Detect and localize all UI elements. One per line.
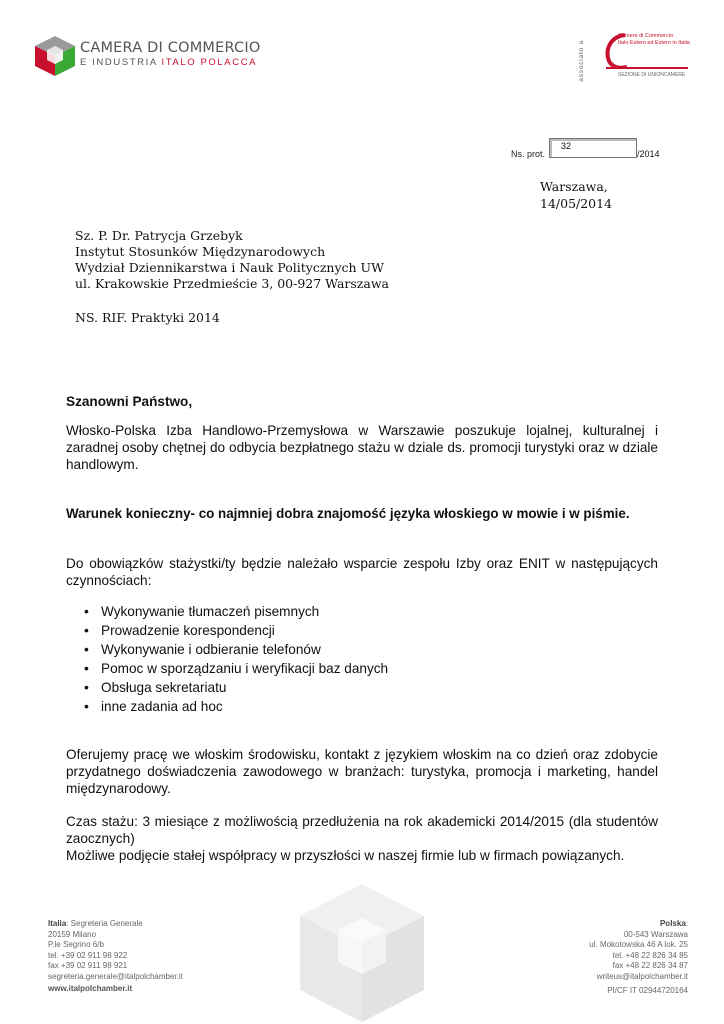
footer-poland-line: 00-543 Warszawa [623,929,688,939]
footer-poland-line: ul. Mokotowska 46 A lok. 25 [589,940,688,949]
list-item: • Prowadzenie korespondencji [84,621,388,640]
protocol-year: /2014 [637,149,660,159]
footer-italy-line: fax +39 02 911 98 921 [48,961,128,970]
protocol-label: Ns. prot. [511,149,546,159]
watermark-cube-icon [298,882,426,1024]
footer-italy-line: P.le Segrino 6/b [48,940,104,949]
associated-label: associato a [578,40,585,82]
network-name-line2: Italo Estero ed Estero in Italia [618,40,690,46]
list-item: • Obsługa sekretariatu [84,678,388,697]
footer-italy-block [48,919,183,982]
recipient-block [75,228,389,292]
footer-italy-office: : Segreteria Generale [66,919,143,928]
network-name-line1: Camere di Commercio [618,33,674,39]
footer-poland-heading [589,919,688,930]
list-item: • Wykonywanie i odbieranie telefonów [84,640,388,659]
logo-line2-part1: E INDUSTRIA [80,57,158,68]
footer-vat-number: PI/CF IT 02944720164 [607,986,688,995]
reference-line: NS. RIF. Praktyki 2014 [75,310,220,325]
network-name-line3: SEZIONE DI UNIONCAMERE [618,72,686,78]
list-item: • Pomoc w sporządzaniu i weryfikacji baz danych [84,659,388,678]
network-logo-bar [606,67,688,69]
requirement-paragraph: Warunek konieczny- co najmniej dobra znajomość języka włoskiego w mowie i w piśmie. [66,506,630,521]
intro-paragraph: Włosko-Polska Izba Handlowo-Przemysłowa w Warszawie poszukuje lojalnej, kulturalnej i zaradnej osoby chętnej do odbycia bezpłatnego stażu w dziale ds. promocji turystyki oraz w dziale handlowym. [66,423,658,472]
chamber-logo-cube [33,34,77,78]
footer-poland-line: fax +48 22 826 34 87 [612,961,688,970]
duration-paragraph: Czas stażu: 3 miesiące z możliwością przedłużenia na rok akademicki 2014/2015 (dla studentów zaocznych) [66,814,658,846]
footer-poland-block [589,919,688,982]
recipient-line: Sz. P. Dr. Patrycja Grzebyk [75,228,243,243]
footer-italy-email[interactable]: segreteria.generale@italpolchamber.it [48,971,183,981]
duties-list [84,602,388,716]
footer-italy-heading [48,919,183,930]
footer-poland-country: Polska [659,919,686,928]
footer-poland-colon: : [685,919,688,928]
recipient-line: Wydział Dziennikarstwa i Nauk Politycznych UW [75,260,384,275]
footer-poland-email[interactable]: writeus@italpolchamber.it [596,971,688,981]
list-item: • inne zadania ad hoc [84,697,388,716]
duties-intro-paragraph: Do obowiązków stażystki/ty będzie należało wsparcie zespołu Izby oraz ENIT w następujących czynnościach: [66,556,658,588]
salutation: Szanowni Państwo, [66,394,193,409]
logo-line2-part2: ITALO POLACCA [161,57,258,68]
date: 14/05/2014 [540,196,613,211]
footer-italy-country: Italia [48,919,67,928]
footer-website-link[interactable]: www.italpolchamber.it [48,984,133,993]
logo-name-line2 [80,57,257,68]
recipient-line: Instytut Stosunków Międzynarodowych [75,244,326,259]
place: Warszawa, [540,179,608,194]
logo-name-line1: CAMERA DI COMMERCIO [80,40,261,56]
recipient-line: ul. Krakowskie Przedmieście 3, 00-927 Warszawa [75,276,389,291]
cooperation-paragraph: Możliwe podjęcie stałej współpracy w przyszłości w naszej firmie lub w firmach powiązanych. [66,848,625,863]
offer-paragraph: Oferujemy pracę we włoskim środowisku, kontakt z językiem włoskim na co dzień oraz zdobycie przydatnego doświadczenia zawodowego w branżach: turystyka, promocja i marketing, handel międzynarodowy. [66,747,658,796]
list-item: • Wykonywanie tłumaczeń pisemnych [84,602,388,621]
protocol-number: 32 [561,141,572,151]
footer-italy-line: tel. +39 02 911 98 922 [48,950,128,960]
footer-poland-line: tel. +48 22 826 34 85 [612,950,688,960]
footer-italy-line: 20159 Milano [48,929,97,939]
